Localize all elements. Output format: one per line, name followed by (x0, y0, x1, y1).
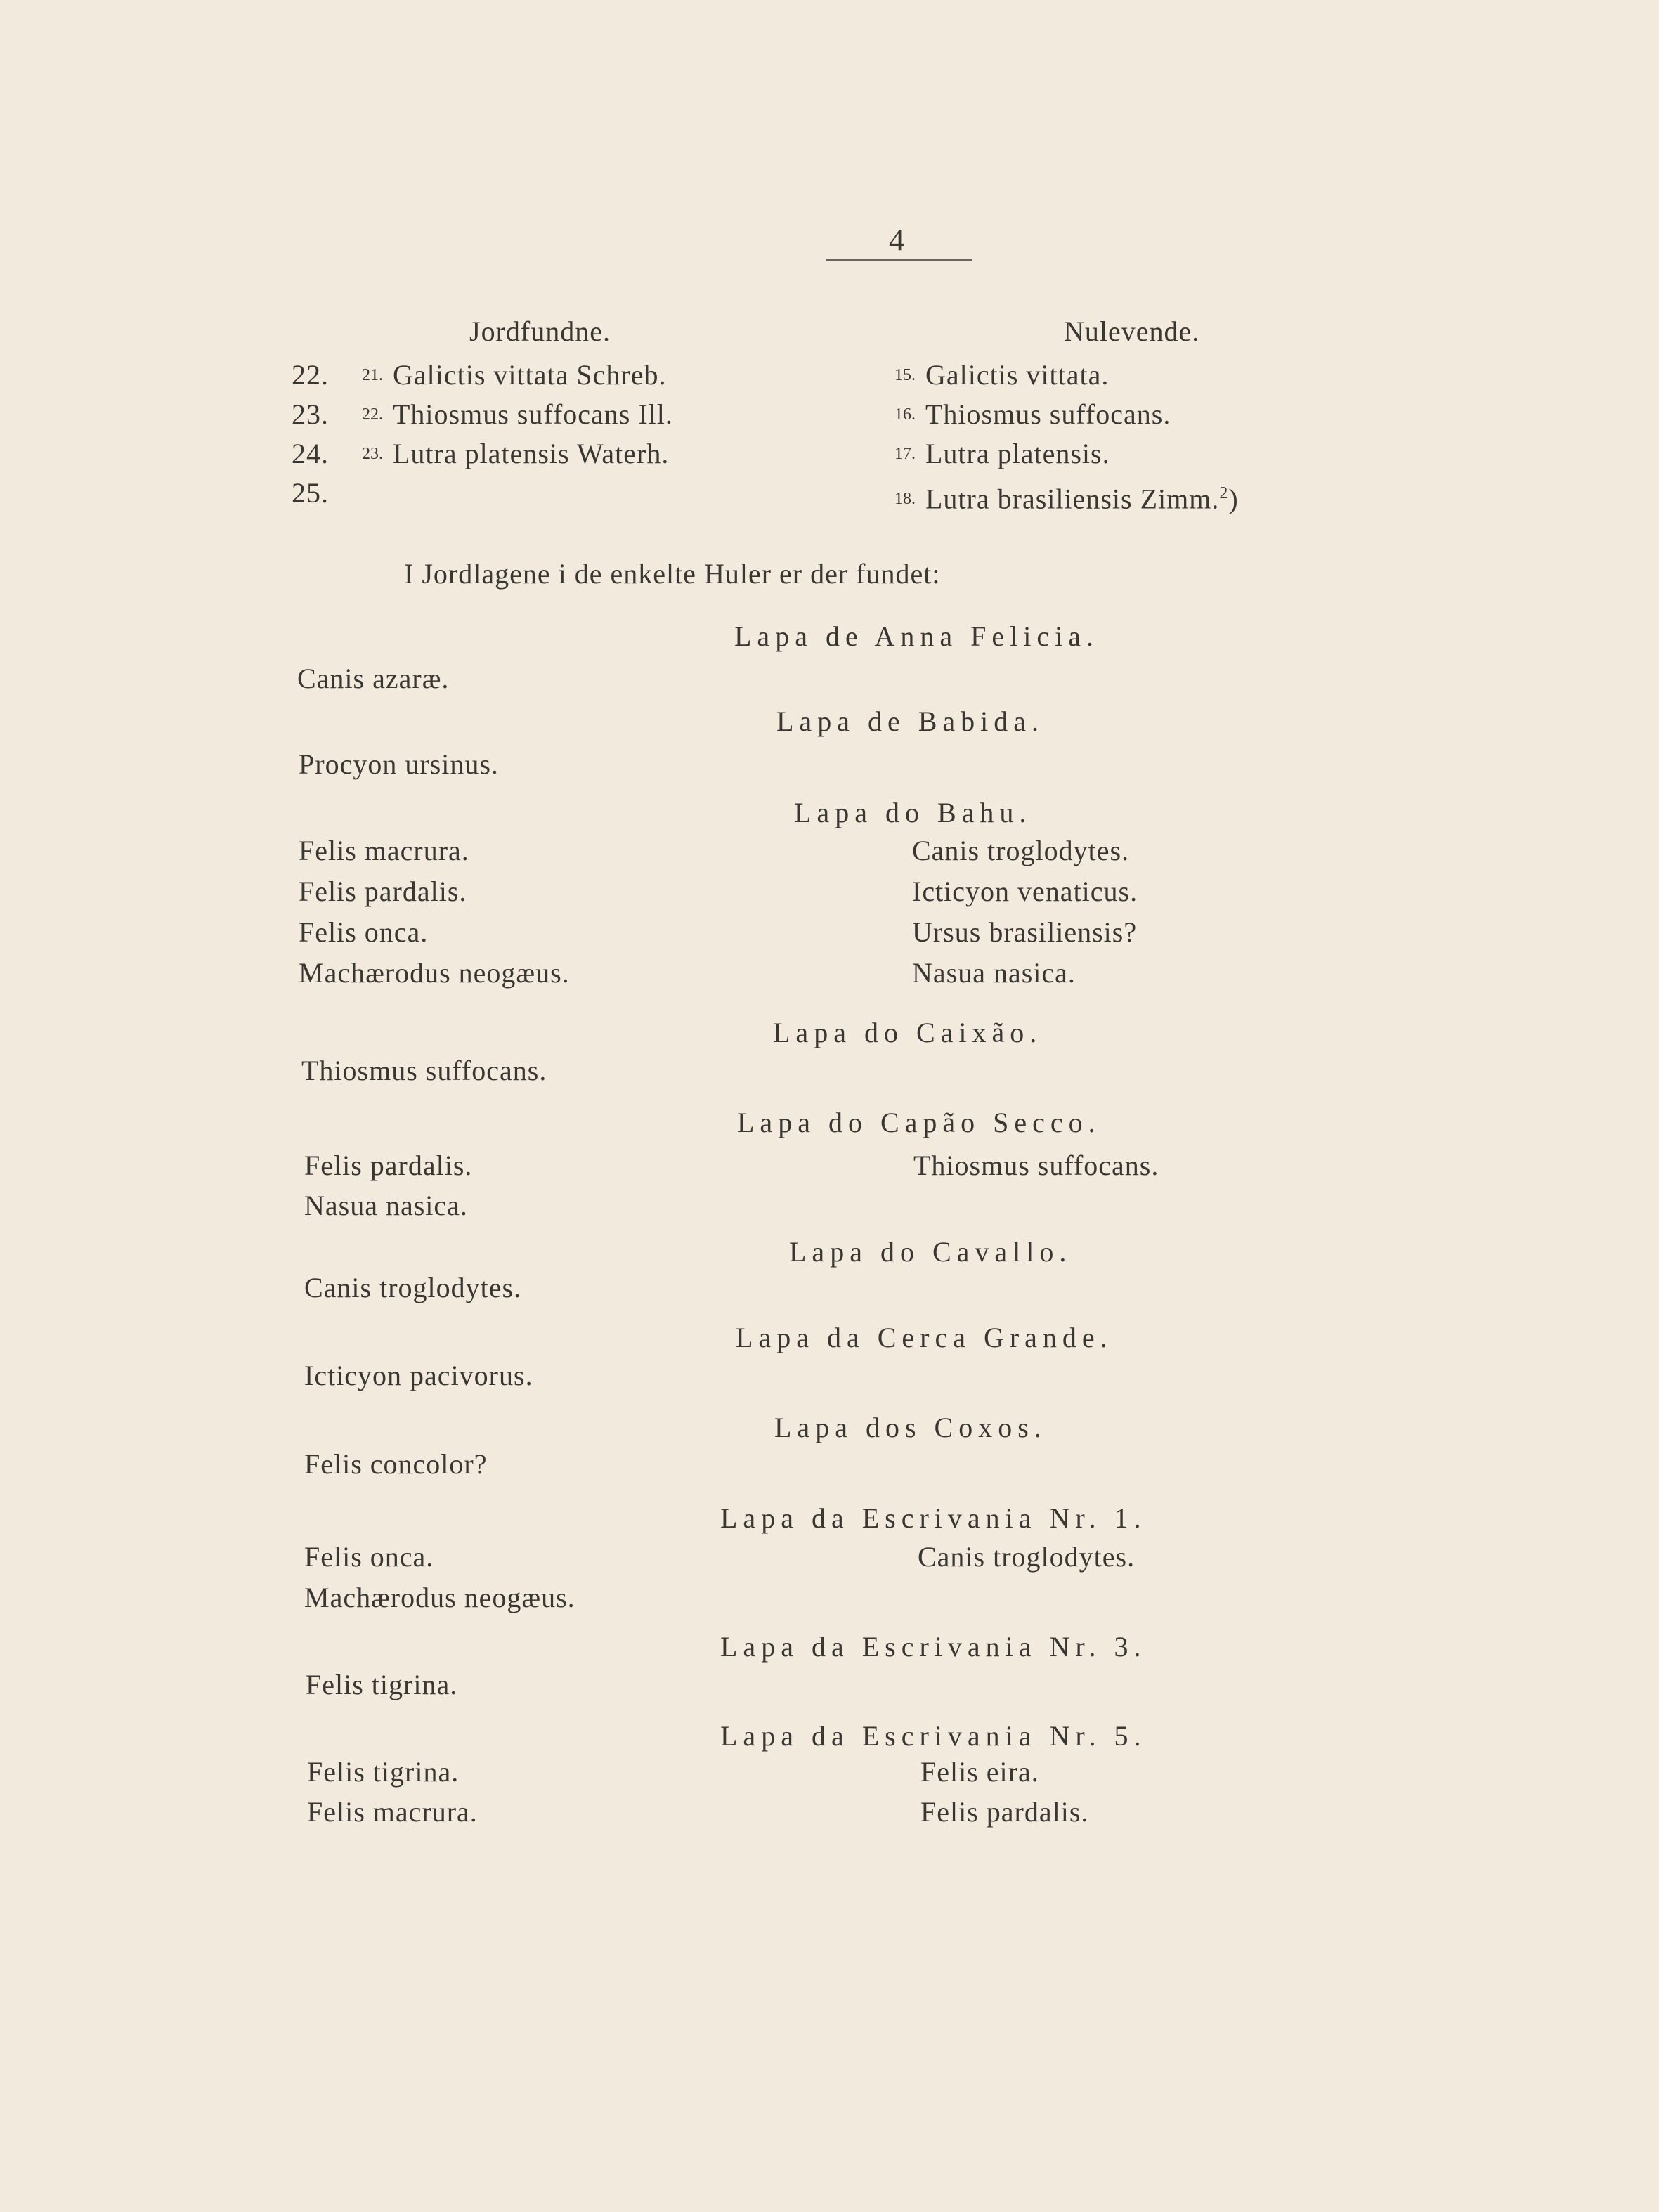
fossil-species: Machærodus neogæus. (304, 1582, 575, 1613)
species-number: 18. (894, 490, 916, 509)
fossil-species (362, 437, 669, 471)
fossil-species: Procyon ursinus. (299, 748, 499, 780)
living-species: Canis troglodytes. (912, 835, 1130, 866)
column-heading-fossil: Jordfundne. (469, 315, 611, 347)
species-name: Lutra platensis Waterh. (393, 438, 670, 469)
cave-heading: Lapa do Bahu. (794, 797, 1032, 828)
cave-heading: Lapa do Cavallo. (789, 1236, 1072, 1268)
fossil-species: Icticyon pacivorus. (304, 1360, 533, 1391)
cave-heading: Lapa do Capão Secco. (737, 1107, 1101, 1138)
living-species: Thiosmus suffocans. (913, 1150, 1159, 1181)
fossil-species: Canis troglodytes. (304, 1272, 522, 1303)
living-species: Icticyon venaticus. (912, 876, 1138, 907)
living-species: Felis pardalis. (920, 1796, 1089, 1828)
cave-heading: Lapa de Babida. (776, 705, 1044, 737)
column-heading-living: Nulevende. (1064, 315, 1200, 347)
page-number: 4 (889, 223, 905, 257)
row-index: 25. (292, 477, 329, 509)
fossil-species (362, 398, 673, 431)
species-name: Galictis vittata. (925, 359, 1110, 391)
living-species: Ursus brasiliensis? (912, 916, 1138, 948)
cave-heading: Lapa da Escrivania Nr. 5. (720, 1720, 1147, 1752)
species-number: 23. (362, 445, 383, 463)
fossil-species: Felis onca. (304, 1541, 434, 1573)
living-species: Canis troglodytes. (918, 1541, 1136, 1573)
fossil-species: Machærodus neogæus. (299, 957, 570, 989)
species-name: Thiosmus suffocans. (925, 398, 1171, 430)
footnote-paren: ) (1228, 483, 1239, 515)
species-number: 21. (362, 366, 383, 384)
cave-heading: Lapa de Anna Felicia. (734, 620, 1099, 652)
cave-heading: Lapa da Escrivania Nr. 1. (720, 1502, 1147, 1534)
footnote-marker: 2 (1219, 484, 1229, 502)
living-species (894, 437, 1110, 471)
species-number: 17. (894, 445, 916, 463)
fossil-species: Felis pardalis. (299, 876, 467, 907)
fossil-species: Felis macrura. (307, 1796, 478, 1828)
living-species: Nasua nasica. (912, 957, 1076, 989)
intro-sentence: I Jordlagene i de enkelte Huler er der fundet: (404, 558, 941, 590)
fossil-species: Felis concolor? (304, 1448, 488, 1480)
row-index: 22. (292, 359, 329, 391)
fossil-species: Felis pardalis. (304, 1150, 473, 1181)
fossil-species: Felis onca. (299, 916, 429, 948)
species-number: 22. (362, 405, 383, 424)
row-index: 24. (292, 438, 329, 469)
fossil-species: Felis macrura. (299, 835, 469, 866)
cave-heading: Lapa da Cerca Grande. (736, 1322, 1113, 1353)
fossil-species: Felis tigrina. (307, 1756, 460, 1788)
living-species: Felis eira. (920, 1756, 1039, 1788)
cave-heading: Lapa do Caixão. (773, 1017, 1043, 1048)
row-index: 23. (292, 398, 329, 430)
species-name: Lutra brasiliensis Zimm. (925, 483, 1220, 515)
header-rule (826, 259, 972, 261)
fossil-species: Felis tigrina. (306, 1669, 458, 1700)
living-species (894, 358, 1109, 392)
species-name: Lutra platensis. (925, 438, 1110, 469)
cave-heading: Lapa dos Coxos. (774, 1412, 1047, 1443)
fossil-species (362, 358, 666, 392)
species-name: Thiosmus suffocans Ill. (393, 398, 673, 430)
fossil-species: Canis azaræ. (297, 663, 450, 694)
fossil-species: Nasua nasica. (304, 1190, 468, 1221)
species-number: 15. (894, 366, 916, 384)
cave-heading: Lapa da Escrivania Nr. 3. (720, 1631, 1147, 1663)
fossil-species: Thiosmus suffocans. (301, 1055, 547, 1086)
living-species (894, 476, 1239, 516)
species-number: 16. (894, 405, 916, 424)
living-species (894, 398, 1171, 431)
species-name: Galictis vittata Schreb. (393, 359, 667, 391)
